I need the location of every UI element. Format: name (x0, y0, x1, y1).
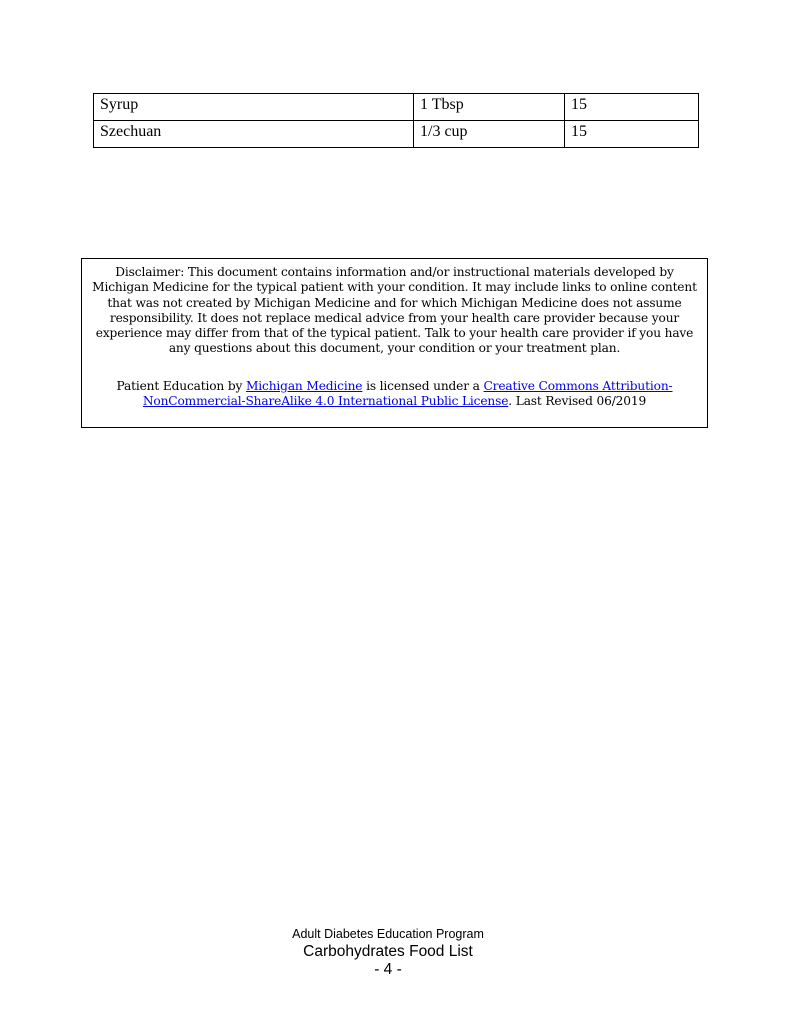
license-text (86, 379, 703, 410)
table-row (94, 94, 699, 121)
license-prefix: Patient Education by (116, 378, 246, 393)
table-row (94, 121, 699, 148)
michigan-medicine-link[interactable]: Michigan Medicine (245, 378, 363, 393)
footer-page-number: - 4 - (374, 961, 402, 978)
food-name-cell: Szechuan (94, 121, 414, 148)
page-footer (0, 927, 791, 979)
food-table (93, 93, 699, 148)
license-middle: is licensed under a (362, 378, 484, 393)
carbs-cell: 15 (565, 94, 699, 121)
serving-size-cell: 1 Tbsp (414, 94, 565, 121)
disclaimer-text: Disclaimer: This document contains information and/or instructional materials developed by Michigan Medicine for the typical patient with your condition. It may include links to online content that was not created by Michigan Medicine and for which Michigan Medicine does not assume responsibility. It does not replace medical advice from your health care provider because your experience may differ from that of the typical patient. Talk to your health care provider if you have any questions about this document, your condition or your treatment plan. (92, 265, 697, 356)
carbs-cell: 15 (565, 121, 699, 148)
disclaimer-box (81, 258, 708, 428)
serving-size-cell: 1/3 cup (414, 121, 565, 148)
food-name-cell: Syrup (94, 94, 414, 121)
creative-commons-license-link[interactable]: Creative Commons Attribution-NonCommercial-ShareAlike 4.0 International Public License (142, 378, 673, 409)
footer-document-title: Carbohydrates Food List (303, 943, 473, 960)
license-suffix: . Last Revised 06/2019 (508, 394, 647, 409)
footer-program-name: Adult Diabetes Education Program (292, 927, 484, 941)
